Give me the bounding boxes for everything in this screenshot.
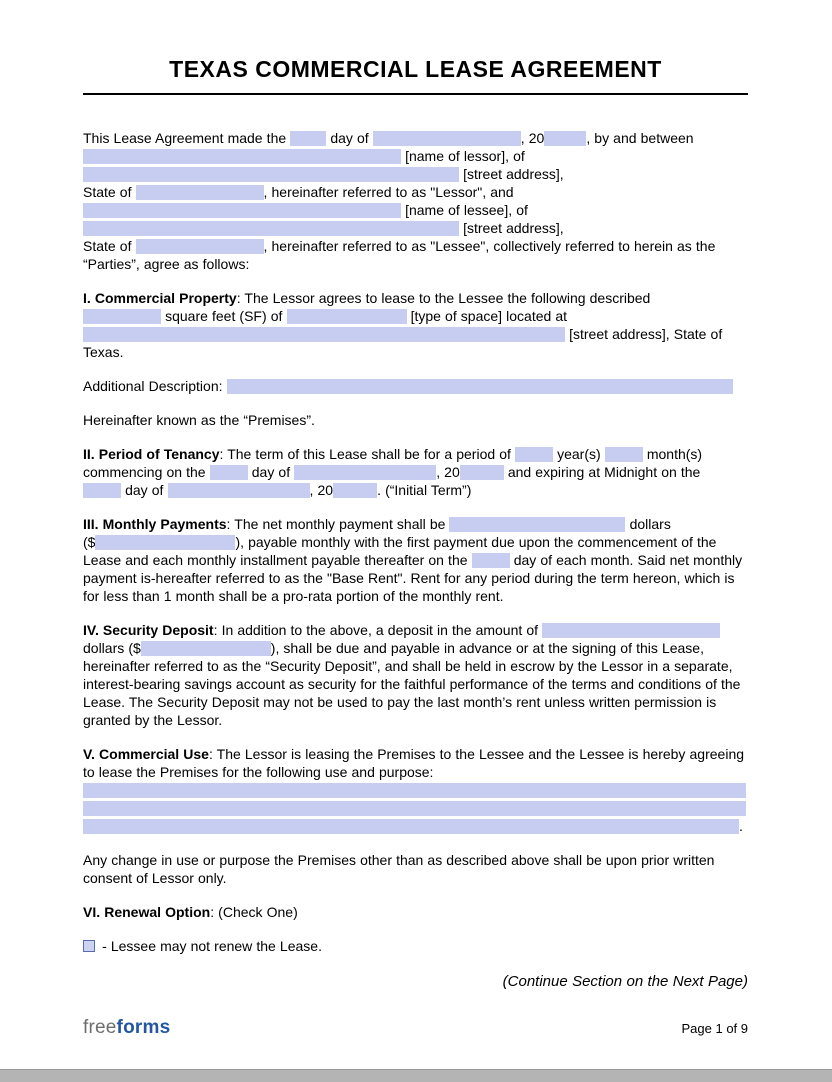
use-purpose-line-3-blank[interactable] — [83, 819, 739, 834]
document-title: TEXAS COMMERCIAL LEASE AGREEMENT — [83, 56, 748, 95]
premises-line: Hereinafter known as the “Premises”. — [83, 412, 315, 428]
lessee-state-blank[interactable] — [136, 239, 264, 254]
lessee-street-address-blank[interactable] — [83, 221, 459, 236]
freeforms-logo — [83, 1017, 170, 1039]
type-of-space-blank[interactable] — [287, 309, 407, 324]
page-bottom-edge — [0, 1069, 832, 1082]
lessor-state-blank[interactable] — [136, 185, 264, 200]
page-number: Page 1 of 9 — [681, 1020, 748, 1036]
security-deposit-words-blank[interactable] — [542, 623, 720, 638]
section-security-deposit: IV. Security Deposit: In addition to the above, a deposit in the amount of dollars ($ ), shall be due and payable in advance or at the signing of this Lease, hereinafter referred to as the “Security Deposit”, and shall be held in escrow by the Lessor in a separate, interest-bearing savings account as security for the faithful performance of the terms and conditions of the Lease. The Security Deposit may not be used to pay the last month’s rent unless written permission is granted by the Lessor. — [83, 622, 741, 728]
expiration-month-blank[interactable] — [168, 483, 310, 498]
term-months-blank[interactable] — [605, 447, 643, 462]
section-heading: VI. Renewal Option — [83, 904, 211, 920]
made-month-blank[interactable] — [373, 131, 521, 146]
section-renewal-option: VI. Renewal Option: (Check One) — [83, 904, 298, 920]
section-commercial-use: V. Commercial Use: The Lessor is leasing the Premises to the Lessee and the Lessee is hereby agreeing to lease the Premises for the following use and purpose: . — [83, 746, 745, 834]
monthly-payment-amount-blank[interactable] — [95, 535, 235, 550]
made-year-blank[interactable] — [544, 131, 586, 146]
security-deposit-amount-blank[interactable] — [141, 641, 271, 656]
document-body — [83, 129, 748, 991]
lessee-name-blank[interactable] — [83, 203, 401, 218]
use-purpose-line-1-blank[interactable] — [83, 783, 746, 798]
logo-forms-text: forms — [116, 1017, 171, 1038]
logo-free-text: free — [83, 1017, 117, 1038]
section-heading: IV. Security Deposit — [83, 622, 214, 638]
lessor-street-address-blank[interactable] — [83, 167, 459, 182]
square-feet-blank[interactable] — [83, 309, 161, 324]
lessor-name-blank[interactable] — [83, 149, 401, 164]
section-heading: II. Period of Tenancy — [83, 446, 220, 462]
property-street-address-blank[interactable] — [83, 327, 565, 342]
use-change-paragraph: Any change in use or purpose the Premises other than as described above shall be upon prior written consent of Lessor only. — [83, 852, 715, 886]
section-commercial-property: I. Commercial Property: The Lessor agrees to lease to the Lessee the following described square feet (SF) of [type of space] located at [street address], State of Texas. — [83, 290, 723, 360]
payment-due-day-blank[interactable] — [472, 553, 510, 568]
section-monthly-payments: III. Monthly Payments: The net monthly payment shall be dollars ($ ), payable monthly with the first payment due upon the commencement of the Lease and each monthly installment payable thereafter on the day of each month. Said net monthly payment is-hereafter referred to as the "Base Rent". Rent for any period during the term hereon, which is for less than 1 month shall be a pro-rata portion of the monthly rent. — [83, 516, 743, 604]
continue-note: (Continue Section on the Next Page) — [502, 973, 748, 990]
expiration-year-blank[interactable] — [333, 483, 377, 498]
renewal-option-no-renew: - Lessee may not renew the Lease. — [83, 937, 748, 955]
no-renew-checkbox[interactable] — [83, 940, 95, 952]
term-years-blank[interactable] — [515, 447, 553, 462]
section-heading: I. Commercial Property — [83, 290, 237, 306]
commencement-year-blank[interactable] — [460, 465, 504, 480]
intro-paragraph: This Lease Agreement made the day of , 20 , by and between [name of lessor], of [street address], State of , hereinafter referred to as "Lessor", and [name of lessee], of [street address], State of , hereinafter referred to as "Lessee", collectively referred to herein as the “Parties”, agree as follows: — [83, 130, 716, 272]
section-heading: V. Commercial Use — [83, 746, 209, 762]
commencement-day-blank[interactable] — [210, 465, 248, 480]
footer — [83, 1017, 748, 1039]
monthly-payment-words-blank[interactable] — [449, 517, 625, 532]
section-period-of-tenancy: II. Period of Tenancy: The term of this Lease shall be for a period of year(s) month(s) commencing on the day of , 20 and expiring at Midnight on the day of , 20 . (“Initial Term”) — [83, 446, 703, 498]
made-day-blank[interactable] — [290, 131, 326, 146]
use-purpose-line-2-blank[interactable] — [83, 801, 746, 816]
commencement-month-blank[interactable] — [294, 465, 436, 480]
additional-description-line: Additional Description: — [83, 377, 748, 395]
additional-description-blank[interactable] — [227, 379, 733, 394]
expiration-day-blank[interactable] — [83, 483, 121, 498]
section-heading: III. Monthly Payments — [83, 516, 227, 532]
